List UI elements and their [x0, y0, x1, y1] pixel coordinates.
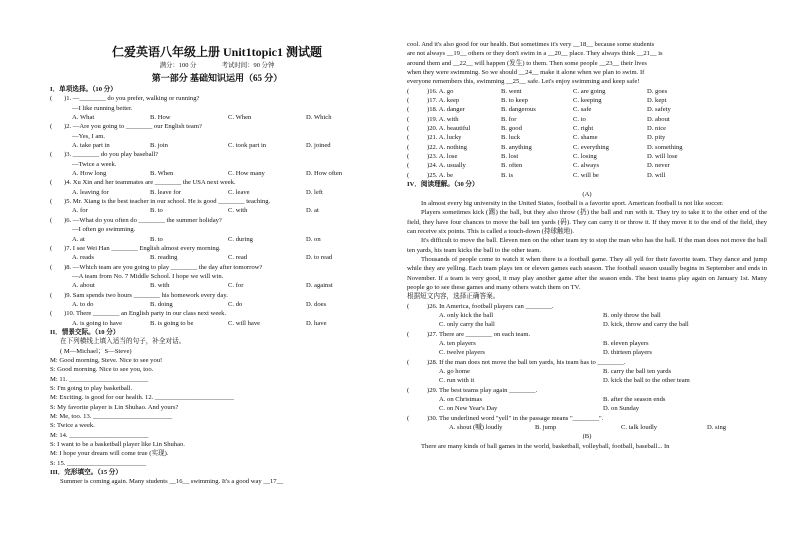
- answer-bracket: (: [407, 358, 410, 366]
- answer-options: [50, 235, 384, 244]
- question-reply: —I often go swimming.: [72, 226, 136, 234]
- question-30-options: [407, 423, 767, 432]
- answer-options: [407, 376, 767, 385]
- section-1-heading: I．单项选择。（10 分）: [50, 86, 117, 93]
- question-text: )5. Mr. Xiang is the best teacher in our school. He is good ________ teaching.: [64, 198, 271, 206]
- dialogue-line: M: Me, too. 13. ________________________: [50, 413, 173, 421]
- option: B. anything: [501, 143, 532, 151]
- question-stem: [50, 263, 384, 272]
- question-text: )9. Sam spends two hours ________ his homework every day.: [64, 291, 228, 299]
- question-text: )29. The best teams play again ________.: [427, 386, 538, 394]
- option: A. shout (喊) loudly: [449, 424, 503, 432]
- option: A. only kick the ball: [439, 311, 494, 319]
- cloze-option-row: [407, 115, 767, 124]
- option: C. always: [573, 162, 600, 170]
- answer-bracket: (: [50, 198, 53, 206]
- dialogue-line: M: Good morning, Steve. Nice to see you!: [50, 356, 163, 364]
- option: B. jump: [535, 424, 557, 432]
- dialogue-line: S: Twice a week.: [50, 422, 95, 430]
- question-stem: [50, 178, 384, 187]
- option: C. right: [573, 125, 594, 133]
- option: )24. A. usually: [427, 162, 466, 170]
- cloze-text-line: around them and __22__ will happen (发生) to them. Then some people __23__ their lives: [407, 59, 647, 67]
- answer-bracket: (: [50, 244, 53, 252]
- reading-questions: [407, 302, 767, 414]
- option: A. reads: [72, 254, 94, 262]
- answer-options: [50, 319, 384, 328]
- section-2-dialogue: [50, 337, 384, 468]
- option: A. is going to have: [72, 319, 122, 327]
- option: B. leave for: [150, 188, 181, 196]
- option: )17. A. keep: [427, 97, 460, 105]
- reading-instruction: 根据短文内容，选择正确答案。: [407, 293, 500, 301]
- option: )22. A. nothing: [427, 143, 467, 151]
- option: B. to: [150, 207, 163, 215]
- passage-b-label: (B): [582, 433, 592, 441]
- answer-bracket: (: [407, 153, 410, 161]
- exam-meta: [50, 60, 384, 71]
- option: B. to: [150, 235, 163, 243]
- answer-bracket: (: [50, 123, 53, 131]
- answer-options: [407, 311, 767, 320]
- dialogue-line: M: Exciting. is good for our health. 12. ________________________: [50, 394, 235, 402]
- answer-bracket: (: [407, 302, 410, 310]
- answer-bracket: (: [407, 143, 410, 151]
- paragraph: Thousands of people come to watch it when there is a football game. They all yell for their favorite team. They dance and jump while they are yelling. Each team plays ten or eleven games each season. The football season usually begins in September and ends in November. If a team is very good, it may play another game after the season ends. The best teams play again on January 1st. Many people go to see these games and many others watch them on TV.: [407, 255, 767, 291]
- option: D. have: [306, 319, 327, 327]
- cloze-intro-line: Summer is coming again. Many students __16__ swimming. It's a good way __17__: [60, 478, 284, 486]
- question-text: )26. In America, football players can ________.: [427, 302, 554, 310]
- option: A. leaving for: [72, 188, 109, 196]
- option: D. How often: [306, 170, 343, 178]
- option: B. doing: [150, 300, 173, 308]
- answer-options: [407, 348, 767, 357]
- option: B. after the season ends: [603, 396, 666, 404]
- option: B. often: [501, 162, 523, 170]
- question-stem: [50, 94, 384, 103]
- dialogue-line: S: I want to be a basketball player like Lin Shuhao.: [50, 441, 185, 449]
- option: C. twelve players: [439, 349, 485, 357]
- option: D. Which: [306, 114, 332, 122]
- paragraph: It's difficult to move the ball. Eleven men on the other team try to stop the man who has the ball. If the man does not move the ball ten yards, his team kicks the ball to the other team.: [407, 237, 767, 254]
- option: C. shame: [573, 134, 598, 142]
- answer-bracket: (: [50, 216, 53, 224]
- document-title: 仁爱英语八年级上册 Unit1topic1 测试题: [111, 45, 322, 59]
- option: C. will have: [228, 319, 261, 327]
- option: D. pity: [647, 134, 666, 142]
- option: D. nice: [647, 125, 667, 133]
- passage-a-label: (A): [582, 190, 592, 198]
- dialogue-line: S: My favorite player is Lin Shuhao. And yours?: [50, 403, 179, 411]
- option: A. ten players: [439, 340, 476, 347]
- cloze-option-row: [407, 143, 767, 152]
- reading-question: [407, 330, 767, 339]
- cloze-option-row: [407, 124, 767, 133]
- section-3-heading: III．完形填空。（15 分）: [50, 469, 122, 477]
- option: D. safety: [647, 106, 671, 114]
- option: )21. A. lucky: [427, 134, 462, 142]
- option: D. joined: [306, 142, 331, 150]
- part-one-title: 第一部分 基础知识运用（65 分）: [151, 73, 283, 83]
- question-stem: [50, 150, 384, 159]
- option: A. about: [72, 282, 95, 290]
- question-reply: —Twice a week.: [72, 160, 117, 168]
- question-stem: [50, 122, 384, 131]
- left-column: [50, 40, 384, 487]
- option: C. will be: [573, 171, 599, 179]
- option: )20. A. beautiful: [427, 125, 471, 133]
- question-text: )1. —________ do you prefer, walking or running?: [64, 95, 200, 103]
- option: B. is going to be: [150, 319, 194, 327]
- option: A. at: [72, 235, 85, 243]
- option: )19. A. with: [427, 115, 459, 123]
- answer-options: [50, 188, 384, 197]
- option: C. read: [228, 254, 248, 262]
- option: B. When: [150, 170, 174, 178]
- answer-bracket: (: [50, 95, 53, 103]
- cloze-option-row: [407, 152, 767, 161]
- option: C. keeping: [573, 97, 602, 105]
- option: D. about: [647, 115, 670, 123]
- answer-options: [407, 320, 767, 329]
- option: D. kick, throw and carry the ball: [603, 321, 689, 329]
- option: C. talk loudly: [621, 424, 658, 432]
- paragraph: Players sometimes kick (踢) the ball, but they also throw (扔) the ball and run with it. They try to take it to the other end of the field, they have four chances to move the ball ten yards (码). They can carry it or throw it. If they move it to the end of the field, they can receive six points. This is called a touch-down (持球触地).: [407, 209, 767, 235]
- answer-options: [50, 169, 384, 178]
- answer-bracket: (: [407, 106, 410, 114]
- option: C. with: [228, 207, 248, 215]
- option: C. run with it: [439, 377, 475, 385]
- question-stem: [50, 197, 384, 206]
- dialogue-line: M: 11. ________________________: [50, 375, 149, 383]
- exam-time: 考试时间：90 分钟: [221, 62, 275, 69]
- paragraph: In almost every big university in the United States, football is a favorite sport. American football is not like soccer.: [421, 199, 724, 207]
- passage-b-first-line: There are many kinds of ball games in the world, basketball, volleyball, football, baseball... In: [421, 442, 670, 450]
- dialogue-line: S: Good morning. Nice to see you, too.: [50, 366, 154, 374]
- answer-bracket: (: [407, 330, 410, 338]
- cloze-text-line: are not always __19__ others or they don't swim in a __20__ place. They always think __21__ is: [407, 50, 663, 58]
- answer-options: [50, 253, 384, 262]
- option: C. How many: [228, 170, 265, 178]
- cloze-passage: [407, 40, 767, 87]
- option: D. kept: [647, 97, 667, 105]
- option: B. dangerous: [501, 106, 536, 114]
- option: A. to do: [72, 300, 94, 308]
- right-column: [407, 40, 767, 451]
- reading-question: [407, 386, 767, 395]
- reading-question: [407, 358, 767, 367]
- answer-bracket: (: [407, 97, 410, 105]
- answer-bracket: (: [407, 115, 410, 123]
- option: C. When: [228, 114, 252, 122]
- option: D. to read: [306, 254, 333, 262]
- question-text: )27. There are ________ on each team.: [427, 330, 531, 338]
- question-stem: [50, 244, 384, 253]
- option: B. eleven players: [603, 340, 649, 347]
- answer-options: [50, 281, 384, 290]
- option: D. will: [647, 171, 666, 179]
- cloze-option-row: [407, 171, 767, 180]
- answer-bracket: (: [50, 151, 53, 159]
- answer-bracket: (: [407, 386, 410, 394]
- question-reply: —A team from No. 7 Middle School. I hope we will win.: [72, 272, 224, 280]
- question-text: )2. —Are you going to ________ our English team?: [64, 123, 202, 131]
- dialogue-line: M: I hope your dream will come true (实现).: [50, 450, 169, 458]
- question-text: )3. ________ do you play baseball?: [64, 151, 159, 159]
- option: C. during: [228, 235, 253, 243]
- option: A. take part in: [72, 142, 110, 150]
- option: B. How: [150, 114, 171, 122]
- option: B. luck: [501, 134, 521, 142]
- cloze-options: [407, 87, 767, 180]
- option: B. join: [150, 142, 168, 150]
- option: D. left: [306, 188, 323, 196]
- question-stem: [50, 291, 384, 300]
- option: D. at: [306, 207, 319, 215]
- option: C. are going: [573, 87, 606, 95]
- cloze-option-row: [407, 87, 767, 96]
- answer-bracket: (: [407, 162, 410, 170]
- answer-bracket: (: [407, 87, 410, 95]
- question-reply: —I like running better.: [72, 104, 133, 112]
- option: C. safe: [573, 106, 592, 114]
- answer-options: [50, 113, 384, 122]
- answer-options: [407, 395, 767, 404]
- option: C. losing: [573, 153, 597, 161]
- cloze-text-line: when they were swimming. So we should __24__ make it alone when we plan to swim. If: [407, 69, 645, 77]
- option: D. goes: [647, 87, 668, 95]
- answer-options: [407, 339, 767, 348]
- option: B. reading: [150, 254, 178, 262]
- question-text: )28. If the man does not move the ball ten yards, his team has to ________.: [427, 358, 626, 366]
- answer-bracket: (: [407, 134, 410, 142]
- section-2-heading: II．情景交际。（10 分）: [50, 328, 120, 336]
- dialogue-instruction: ( M—Michael；S—Steve): [60, 347, 132, 355]
- cloze-text-line: cool. And it's also good for our health. But sometimes it's very __18__ because some students: [407, 41, 655, 48]
- answer-options: [407, 367, 767, 376]
- option: )18. A. danger: [427, 106, 465, 114]
- option: )23. A. lose: [427, 153, 458, 161]
- question-text: )8. —Which team are you going to play ________ the day after tomorrow?: [64, 263, 263, 271]
- option: D. sing: [707, 424, 727, 432]
- option: D. on: [306, 235, 321, 243]
- option: C. took part in: [228, 142, 267, 150]
- option: C. to: [573, 115, 586, 123]
- option: C. leave: [228, 188, 250, 196]
- answer-options: [50, 206, 384, 215]
- option: D. thirteen players: [603, 349, 652, 357]
- question-text: )4. Xu Xin and her teammates are ________ the USA next week.: [64, 179, 236, 187]
- option: D. against: [306, 282, 333, 290]
- reading-question: [407, 302, 767, 311]
- question-stem: [50, 309, 384, 318]
- passage-a-text: [407, 199, 767, 292]
- answer-bracket: (: [50, 310, 53, 318]
- answer-bracket: (: [50, 179, 53, 187]
- option: C. do: [228, 300, 243, 308]
- answer-bracket: (: [50, 291, 53, 299]
- option: D. will lose: [647, 153, 678, 161]
- option: B. lost: [501, 153, 519, 161]
- option: B. went: [501, 87, 522, 95]
- dialogue-instruction: 在下列横线上填入适当的句子，补全对话。: [60, 338, 186, 346]
- answer-bracket: (: [50, 263, 53, 271]
- question-30: ( )30. The underlined word "yell" in the passage means "________".: [407, 414, 604, 422]
- question-stem: [50, 216, 384, 225]
- cloze-option-row: [407, 105, 767, 114]
- option: C. everything: [573, 143, 609, 151]
- question-text: )7. I see Wei Han ________ English almost every morning.: [64, 244, 221, 252]
- option: )25. A. be: [427, 171, 454, 179]
- dialogue-line: S: 15. ________________________: [50, 459, 147, 467]
- option: D. on Sunday: [603, 405, 640, 413]
- option: B. with: [150, 282, 170, 290]
- option: C. only carry the ball: [439, 321, 495, 329]
- answer-options: [50, 300, 384, 309]
- option: D. never: [647, 162, 670, 170]
- section-1-questions: [50, 94, 384, 328]
- option: A. What: [72, 114, 95, 122]
- option: C. on New Year's Day: [439, 405, 498, 413]
- option: A. How long: [72, 170, 107, 178]
- answer-bracket: (: [407, 125, 410, 133]
- cloze-text-line: everyone remembers this, swimming __25__ safe. Let's enjoy swimming and keep safe!: [407, 78, 640, 86]
- option: B. to keep: [501, 97, 528, 105]
- option: A. for: [72, 207, 88, 215]
- question-text: )10. There ________ an English party in our class next week.: [64, 310, 227, 318]
- answer-bracket: (: [407, 171, 410, 179]
- cloze-option-row: [407, 161, 767, 170]
- option: B. carry the ball ten yards: [603, 368, 672, 376]
- option: A. on Christmas: [439, 396, 483, 404]
- section-4-heading: IV．阅读理解。（30 分）: [407, 181, 479, 189]
- option: D. something: [647, 143, 683, 151]
- answer-options: [407, 404, 767, 413]
- cloze-option-row: [407, 133, 767, 142]
- option: C. for: [228, 282, 244, 290]
- option: )16. A. go: [427, 87, 454, 95]
- question-reply: —Yes, I am.: [72, 132, 106, 140]
- option: B. only throw the ball: [603, 311, 661, 319]
- option: B. good: [501, 125, 522, 133]
- dialogue-line: S: I'm going to play basketball.: [50, 385, 133, 392]
- option: A. go home: [439, 368, 470, 376]
- option: B. is: [501, 171, 514, 179]
- option: D. does: [306, 300, 327, 308]
- dialogue-line: M: 14. ________________________: [50, 431, 149, 439]
- question-text: )6. —What do you often do ________ the summer holiday?: [64, 216, 222, 224]
- option: D. kick the ball to the other team: [603, 377, 690, 385]
- option: B. for: [501, 115, 517, 123]
- full-score: 满分：100 分: [159, 62, 197, 69]
- cloze-option-row: [407, 96, 767, 105]
- answer-options: [50, 141, 384, 150]
